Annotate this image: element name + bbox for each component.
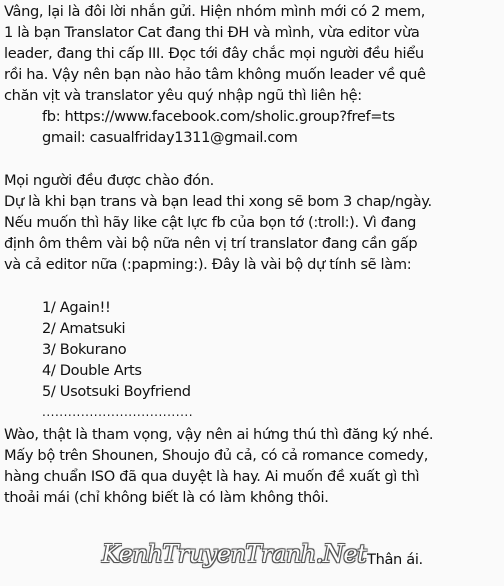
note-line: định ôm thêm vài bộ nữa nên vị trí translator đang cần gấp <box>4 235 418 252</box>
gmail-contact: gmail: casualfriday1311@gmail.com <box>42 129 298 146</box>
series-list-item: 3/ Bokurano <box>42 341 127 358</box>
note-line: Mấy bộ trên Shounen, Shoujo đủ cả, có cả romance comedy, <box>4 447 429 464</box>
site-watermark: KenhTruyenTranh.Net <box>102 540 367 568</box>
signoff: Thân ái. <box>367 551 423 568</box>
note-line: 1 là bạn Translator Cat đang thi ĐH và mình, vừa editor vừa <box>4 24 420 41</box>
note-line: chăn vịt và translator yêu quý nhập ngũ thì liên hệ: <box>4 87 362 104</box>
note-line: Dự là khi bạn trans và bạn lead thi xong sẽ bom 3 chap/ngày. <box>4 193 432 210</box>
series-list-item: 1/ Again!! <box>42 299 111 316</box>
note-line: thoải mái (chỉ không biết là có làm không thôi. <box>4 489 329 506</box>
facebook-contact: fb: https://www.facebook.com/sholic.group?fref=ts <box>42 108 395 125</box>
note-line: Vâng, lại là đôi lời nhắn gửi. Hiện nhóm mình mới có 2 mem, <box>4 3 425 20</box>
series-list-item: 4/ Double Arts <box>42 362 142 379</box>
note-line: Mọi người đều được chào đón. <box>4 172 214 189</box>
note-line: và cả editor nữa (:papming:). Đây là vài bộ dự tính sẽ làm: <box>4 256 412 273</box>
note-line: Wào, thật là tham vọng, vậy nên ai hứng thú thì đăng ký nhé. <box>4 426 434 443</box>
series-list-item: 2/ Amatsuki <box>42 320 126 337</box>
note-line: Nếu muốn thì hãy like cật lực fb của bọn tớ (:troll:). Vì đang <box>4 214 417 231</box>
dotted-separator: ................................... <box>42 405 194 419</box>
series-list-item: 5/ Usotsuki Boyfriend <box>42 383 191 400</box>
note-line: leader, đang thi cấp III. Đọc tới đây chắc mọi người đều hiểu <box>4 45 424 62</box>
note-line: hàng chuẩn ISO đã qua duyệt là hay. Ai muốn đề xuất gì thì <box>4 468 420 485</box>
note-line: rồi ha. Vậy nên bạn nào hảo tâm không muốn leader về quê <box>4 66 426 83</box>
